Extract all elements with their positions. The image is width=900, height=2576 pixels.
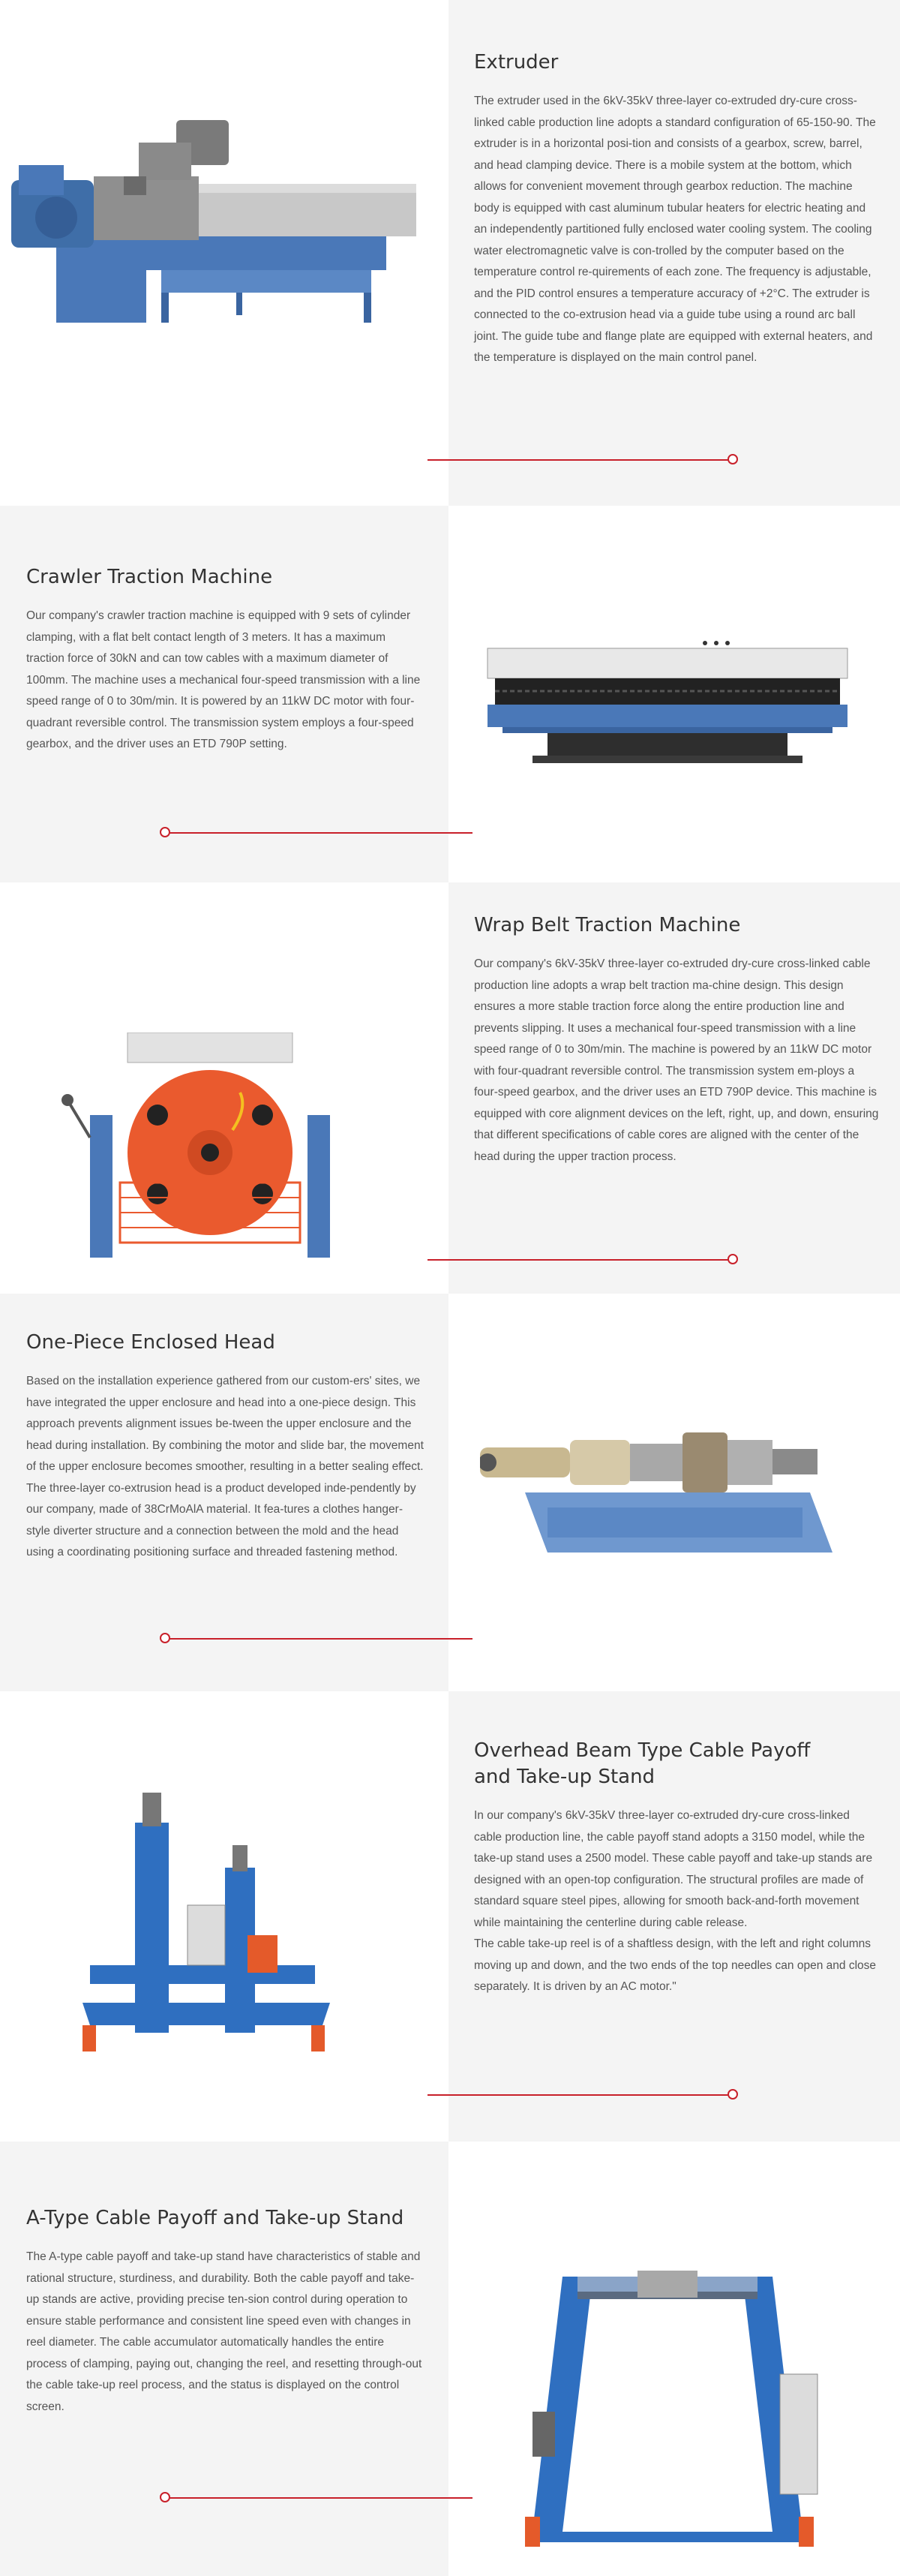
section-body-text: Our company's crawler traction machine is equipped with 9 sets of cylinder clamping, with a flat belt contact length of 3 meters. It has a maximum traction force of 30kN and can tow cables with a maximum diameter of 100mm. The machine uses a mechanical four-speed transmission with a line speed range of 0 to 30m/min. It is powered by an 11kW DC motor with four-quadrant reversible control. The transmission system employs a four-speed gearbox, and the driver uses an ETD 790P setting. <box>26 609 421 751</box>
decorative-dot <box>728 1254 738 1264</box>
section-crawler-traction <box>0 506 900 882</box>
section-title: Overhead Beam Type Cable Payoff and Take-up Stand <box>474 1739 811 1789</box>
section-overhead-beam-stand <box>0 1691 900 2142</box>
extruder-machine-illustration <box>11 105 428 330</box>
section-body-text: In our company's 6kV-35kV three-layer co-extruded dry-cure cross-linked cable production line, the cable payoff stand adopts a 3150 model, while the take-up stand uses a 2500 model. These cable payoff and take-up stands are designed with an open-top configuration. The structural profiles are made of standard square steel pipes, allowing for smooth back-and-forth movement while maintaining the centerline during cable release. The cable take-up reel is of a shaftless design, with the left and right columns moving up and down, and the two ends of the top needles can open and close separately. It is driven by an AC motor." <box>474 1809 876 1994</box>
section-body-text: Based on the installation experience gathered from our custom-ers' sites, we have integrated the upper enclosure and head into a one-piece design. This approach prevents alignment issues be-tween the upper enclosure and the head during installation. By combining the motor and slide bar, the movement of the upper enclosure becomes smoother, resulting in a better sealing effect. The three-layer co-extrusion head is a product developed inde-pendently by our company, made of 38CrMoAlA material. It fea-tures a clothes hanger-style diverter structure and a connection between the mold and the head using a coordinating positioning surface and threaded fastening method. <box>26 1375 424 1559</box>
decorative-line <box>169 1638 472 1640</box>
section-body-text: The extruder used in the 6kV-35kV three-layer co-extruded dry-cure cross-linked cable production line adopts a standard configuration of 65-150-90. The extruder is in a horizontal posi-tion and consists of a gearbox, screw, barrel, and head clamping device. There is a mobile system at the bottom, which allows for convenient movement through gearbox reduction. The machine body is equipped with cast aluminum tubular heaters for electric heating and an independently partitioned fully enclosed water cooling system. The cooling water electromagnetic valve is con-trolled by the computer based on the temperature control re-quirements of each zone. The frequency is adjustable, and the PID control ensures a temperature accuracy of +2°C. The extruder is connected to the co-extrusion head via a guide tube using a round arc ball joint. The guide tube and flange plate are equipped with external heaters, and the temperature is displayed on the main control panel. <box>474 95 876 365</box>
wrap-belt-traction-machine-illustration <box>60 1033 360 1265</box>
decorative-dot <box>160 827 170 837</box>
decorative-dot <box>160 1633 170 1643</box>
section-title: Wrap Belt Traction Machine <box>474 914 741 936</box>
enclosed-head-illustration <box>480 1402 832 1568</box>
section-extruder <box>0 0 900 506</box>
section-body-text: The A-type cable payoff and take-up stand have characteristics of stable and rational structure, sturdiness, and durability. Both the cable payoff and take-up stands are active, providing precise ten-sion control during operation to ensure stable performance and consistent line speed even with changes in reel diameter. The cable accumulator automatically handles the entire process of clamping, paying out, changing the reel, and resetting through-out the cable take-up reel process, and the status is displayed on the control screen. <box>26 2250 422 2413</box>
section-a-type-stand <box>0 2142 900 2576</box>
overhead-beam-payoff-stand-illustration <box>68 1778 352 2063</box>
section-title: Crawler Traction Machine <box>26 566 273 588</box>
decorative-line <box>169 2497 472 2499</box>
decorative-line <box>428 2094 731 2096</box>
decorative-dot <box>728 454 738 464</box>
section-enclosed-head <box>0 1294 900 1691</box>
crawler-traction-machine-illustration <box>480 630 855 780</box>
decorative-line <box>169 832 472 834</box>
section-title: One-Piece Enclosed Head <box>26 1331 275 1354</box>
section-title: A-Type Cable Payoff and Take-up Stand <box>26 2207 404 2229</box>
decorative-line <box>428 459 731 461</box>
section-body-text: Our company's 6kV-35kV three-layer co-extruded dry-cure cross-linked cable production line adopts a wrap belt traction ma-chine design. This design ensures a more stable traction force along the entire production line and prevents slipping. It uses a mechanical four-speed transmission with a line speed range of 0 to 30m/min. The machine is powered by an 11kW DC motor with four-quadrant reversible control. The transmission system em-ploys a four-speed gearbox, and the driver uses an ETD 790P device. This machine is equipped with core alignment devices on the left, right, up, and down, ensuring that different specifications of cable cores are aligned with the center of the head during the upper traction process. <box>474 957 879 1163</box>
a-type-payoff-stand-illustration <box>518 2262 832 2554</box>
section-wrap-belt-traction <box>0 882 900 1294</box>
decorative-line <box>428 1259 731 1261</box>
decorative-dot <box>728 2089 738 2100</box>
section-title: Extruder <box>474 51 559 74</box>
decorative-dot <box>160 2492 170 2502</box>
